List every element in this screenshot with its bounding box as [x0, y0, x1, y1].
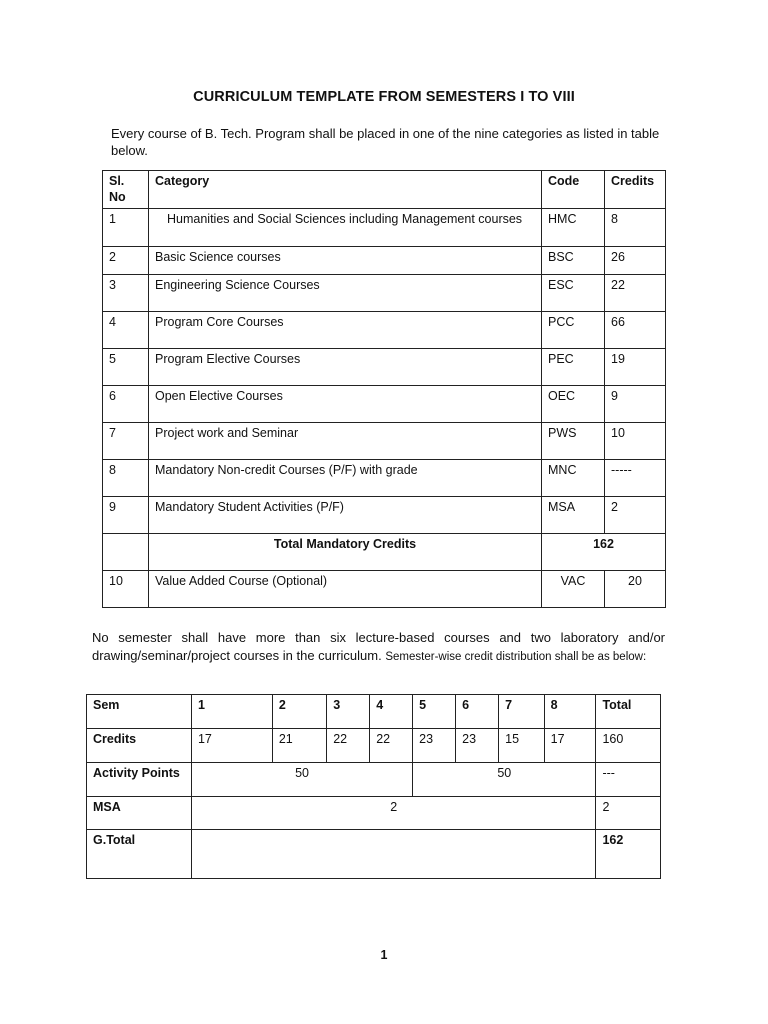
row-credits: 66 [605, 312, 666, 349]
sem-number: 4 [370, 695, 413, 729]
sem-header-row [87, 695, 661, 729]
total-row [103, 534, 666, 571]
paragraph-main-text: No semester shall have more than six lecture-based courses and two laboratory and/or drawing/seminar/project courses in the curriculum. [92, 630, 665, 663]
row-credits: 8 [605, 209, 666, 247]
row-sl: 4 [103, 312, 149, 349]
row-category: Project work and Seminar [149, 423, 542, 460]
credits-value: 23 [413, 729, 456, 763]
row-code: MNC [542, 460, 605, 497]
sem-number: 3 [327, 695, 370, 729]
row-sl: 3 [103, 275, 149, 312]
row-credits: 20 [605, 571, 666, 608]
credits-total: 160 [596, 729, 661, 763]
table-row [103, 209, 666, 247]
row-code: VAC [542, 571, 605, 608]
credits-row [87, 729, 661, 763]
row-code: BSC [542, 247, 605, 275]
table-row [103, 386, 666, 423]
msa-value: 2 [191, 797, 596, 830]
table-row [103, 460, 666, 497]
row-credits: 9 [605, 386, 666, 423]
paragraph-small-text: Semester-wise credit distribution shall be as below: [385, 651, 647, 663]
header-code: Code [542, 171, 605, 209]
credits-value: 22 [370, 729, 413, 763]
total-empty-cell [103, 534, 149, 571]
credits-value: 17 [544, 729, 596, 763]
row-category: Program Elective Courses [149, 349, 542, 386]
row-code: ESC [542, 275, 605, 312]
row-sl: 7 [103, 423, 149, 460]
row-category: Mandatory Non-credit Courses (P/F) with grade [149, 460, 542, 497]
header-category: Category [149, 171, 542, 209]
table-row [103, 312, 666, 349]
row-category: Humanities and Social Sciences including Management courses [149, 209, 542, 247]
row-credits: 26 [605, 247, 666, 275]
sem-number: 1 [191, 695, 272, 729]
row-sl: 10 [103, 571, 149, 608]
row-code: PWS [542, 423, 605, 460]
row-code: MSA [542, 497, 605, 534]
row-sl: 9 [103, 497, 149, 534]
credits-label: Credits [87, 729, 192, 763]
row-credits: 22 [605, 275, 666, 312]
category-table [102, 170, 666, 608]
row-category: Value Added Course (Optional) [149, 571, 542, 608]
credits-value: 23 [456, 729, 499, 763]
row-sl: 2 [103, 247, 149, 275]
grand-total-empty-cell [191, 830, 596, 879]
activity-points-total: --- [596, 763, 661, 797]
table-header-row [103, 171, 666, 209]
row-sl: 8 [103, 460, 149, 497]
row-sl: 1 [103, 209, 149, 247]
table-row [103, 423, 666, 460]
activity-points-label: Activity Points [87, 763, 192, 797]
credits-value: 21 [272, 729, 326, 763]
row-category: Basic Science courses [149, 247, 542, 275]
row-category: Program Core Courses [149, 312, 542, 349]
msa-row [87, 797, 661, 830]
activity-points-row [87, 763, 661, 797]
row-credits: ----- [605, 460, 666, 497]
row-sl: 6 [103, 386, 149, 423]
credits-value: 17 [191, 729, 272, 763]
grand-total-label: G.Total [87, 830, 192, 879]
semester-rule-paragraph [92, 629, 665, 666]
total-mandatory-value: 162 [542, 534, 666, 571]
table-row [103, 247, 666, 275]
msa-label: MSA [87, 797, 192, 830]
sem-number: 5 [413, 695, 456, 729]
total-mandatory-label: Total Mandatory Credits [149, 534, 542, 571]
row-credits: 2 [605, 497, 666, 534]
header-credits: Credits [605, 171, 666, 209]
grand-total-value: 162 [596, 830, 661, 879]
row-code: HMC [542, 209, 605, 247]
sem-label: Sem [87, 695, 192, 729]
credits-value: 22 [327, 729, 370, 763]
activity-points-second-half: 50 [413, 763, 596, 797]
msa-total: 2 [596, 797, 661, 830]
row-category: Engineering Science Courses [149, 275, 542, 312]
row-category: Open Elective Courses [149, 386, 542, 423]
sem-total-header: Total [596, 695, 661, 729]
sem-number: 8 [544, 695, 596, 729]
semester-table [86, 694, 661, 879]
table-row [103, 349, 666, 386]
document-title: CURRICULUM TEMPLATE FROM SEMESTERS I TO VIII [193, 89, 575, 105]
row-credits: 10 [605, 423, 666, 460]
sem-number: 6 [456, 695, 499, 729]
intro-text: Every course of B. Tech. Program shall be placed in one of the nine categories as listed in table below. [111, 126, 660, 158]
header-sl-no: Sl. No [103, 171, 149, 209]
row-credits: 19 [605, 349, 666, 386]
table-row [103, 275, 666, 312]
credits-value: 15 [499, 729, 545, 763]
row-code: OEC [542, 386, 605, 423]
row-code: PCC [542, 312, 605, 349]
grand-total-row [87, 830, 661, 879]
row-category: Mandatory Student Activities (P/F) [149, 497, 542, 534]
activity-points-first-half: 50 [191, 763, 412, 797]
table-row [103, 571, 666, 608]
sem-number: 2 [272, 695, 326, 729]
table-row [103, 497, 666, 534]
row-sl: 5 [103, 349, 149, 386]
page-number: 1 [380, 948, 388, 962]
row-code: PEC [542, 349, 605, 386]
sem-number: 7 [499, 695, 545, 729]
